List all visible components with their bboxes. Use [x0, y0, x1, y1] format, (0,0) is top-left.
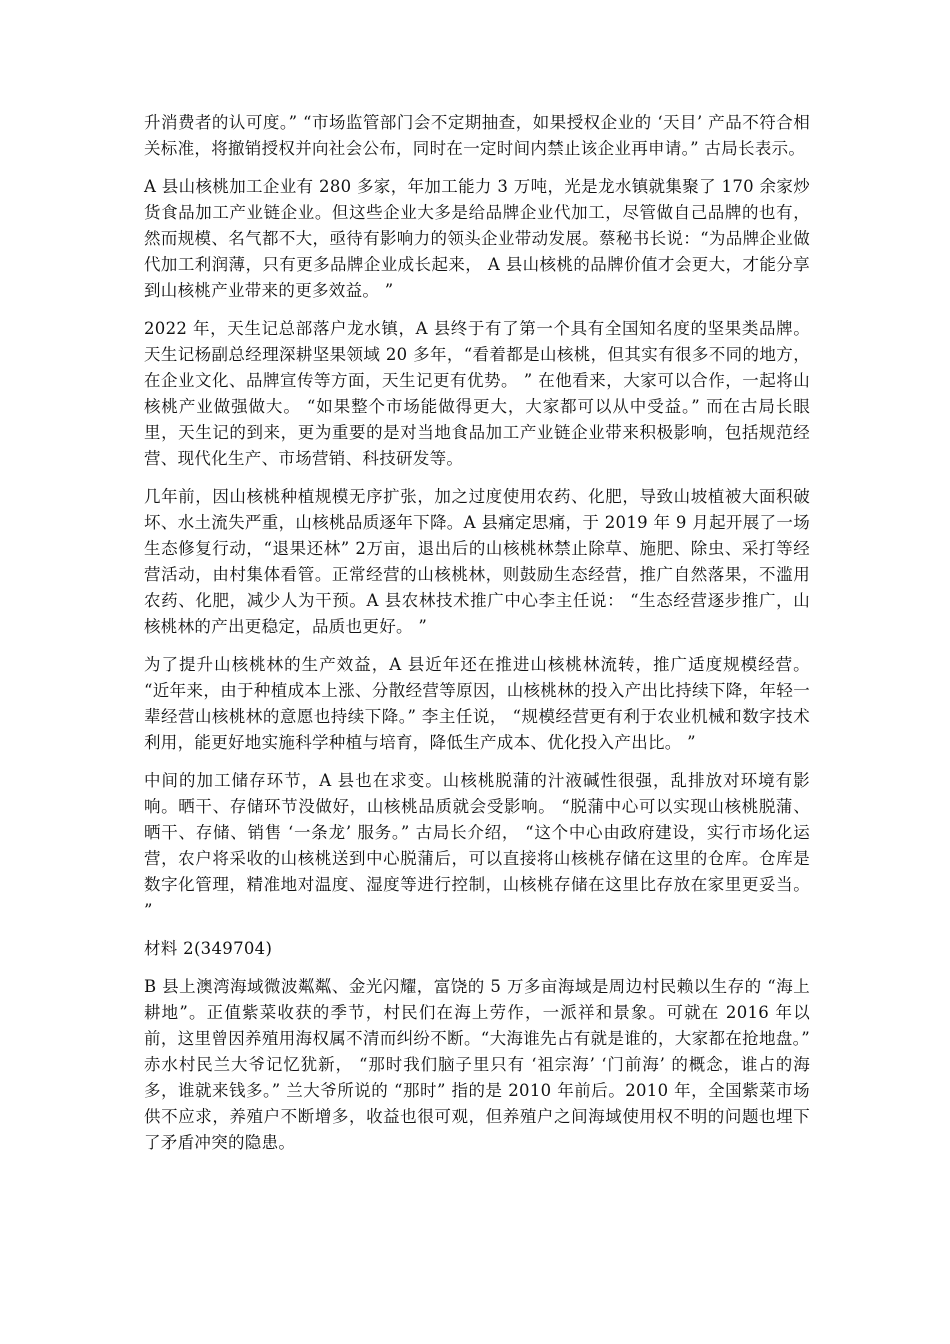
paragraph: A 县山核桃加工企业有 280 多家，年加工能力 3 万吨，光是龙水镇就集聚了 170 余家炒货食品加工产业链企业。但这些企业大多是给品牌企业代加工，尽管做自己品牌的也有，然而规模、名气都不大，亟待有影响力的领头企业带动发展。蔡秘书长说：“为品牌企业做代加工利润薄，只有更多品牌企业成长起来， A 县山核桃的品牌价值才会更大，才能分享到山核桃产业带来的更多效益。 ” — [144, 177, 810, 300]
paragraph: 几年前，因山核桃种植规模无序扩张，加之过度使用农药、化肥，导致山坡植被大面积破坏、水土流失严重，山核桃品质逐年下降。A 县痛定思痛，于 2019 年 9 月起开展了一场生态修复行动，“退果还林” 2万亩，退出后的山核桃林禁止除草、施肥、除虫、采打等经营活动，由村集体看管。正常经营的山核桃林，则鼓励生态经营，推广自然落果，不滥用农药、化肥，减少人为干预。A 县农林技术推广中心李主任说： “生态经营逐步推广，山核桃林的产出更稳定，品质也更好。 ” — [144, 487, 810, 636]
paragraph: 为了提升山核桃林的生产效益，A 县近年还在推进山核桃林流转，推广适度规模经营。 “近年来，由于种植成本上涨、分散经营等原因，山核桃林的投入产出比持续下降，年轻一辈经营山核桃林的意愿也持续下降。” 李主任说， “规模经营更有利于农业机械和数字技术利用，能更好地实施科学种植与培育，降低生产成本、优化投入产出比。 ” — [144, 655, 810, 752]
paragraph: 升消费者的认可度。” “市场监管部门会不定期抽查，如果授权企业的 ‘天目’ 产品不符合相关标准，将撤销授权并向社会公布，同时在一定时间内禁止该企业再申请。” 古局长表示。 — [144, 113, 810, 158]
material-heading: 材料 2(349704) — [144, 939, 273, 958]
paragraph: 2022 年，天生记总部落户龙水镇，A 县终于有了第一个具有全国知名度的坚果类品牌。天生记杨副总经理深耕坚果领域 20 多年，“看着都是山核桃，但其实有很多不同的地方，在企业文化、品牌宣传等方面，天生记更有优势。 ” 在他看来，大家可以合作，一起将山核桃产业做强做大。 “如果整个市场能做得更大，大家都可以从中受益。” 而在古局长眼里，天生记的到来，更为重要的是对当地食品加工产业链企业带来积极影响，包括规范经营、现代化生产、市场营销、科技研发等。 — [144, 319, 810, 468]
document-body — [144, 110, 810, 1168]
paragraph: B 县上澳湾海域微波粼粼、金光闪耀，富饶的 5 万多亩海域是周边村民赖以生存的 “海上耕地”。正值紫菜收获的季节，村民们在海上劳作，一派祥和景象。可就在 2016 年以前，这里曾因养殖用海权属不清而纠纷不断。“大海谁先占有就是谁的，大家都在抢地盘。” 赤水村民兰大爷记忆犹新， “那时我们脑子里只有 ‘祖宗海’ ‘门前海’ 的概念，谁占的海多，谁就来钱多。” 兰大爷所说的 “那时” 指的是 2010 年前后。2010 年，全国紫菜市场供不应求，养殖户不断增多，收益也很可观，但养殖户之间海域使用权不明的问题也埋下了矛盾冲突的隐患。 — [144, 977, 810, 1152]
paragraph: 中间的加工储存环节，A 县也在求变。山核桃脱蒲的汁液碱性很强，乱排放对环境有影响。晒干、存储环节没做好，山核桃品质就会受影响。 “脱蒲中心可以实现山核桃脱蒲、晒干、存储、销售 ‘一条龙’ 服务。” 古局长介绍， “这个中心由政府建设，实行市场化运营，农户将采收的山核桃送到中心脱蒲后，可以直接将山核桃存储在这里的仓库。仓库是数字化管理，精准地对温度、湿度等进行控制，山核桃存储在这里比存放在家里更妥当。 ” — [144, 771, 810, 920]
